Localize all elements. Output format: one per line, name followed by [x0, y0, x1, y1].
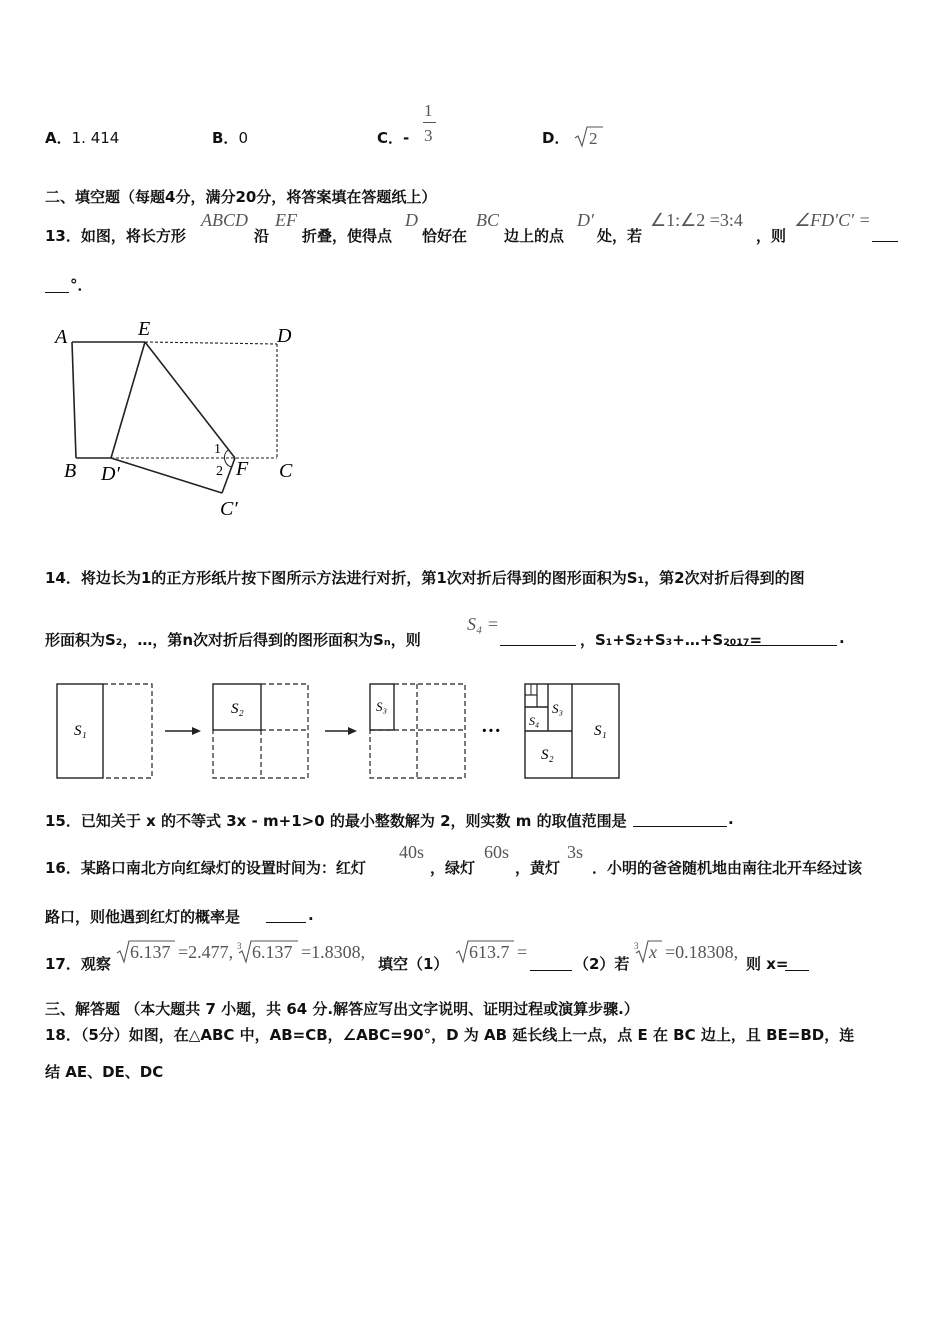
label-angle-1: 1 — [214, 442, 221, 457]
q17-text-2: 填空（1） — [378, 955, 449, 973]
final-s1-label: S₁ — [594, 723, 607, 739]
q17-text-1: 17．观察 — [45, 955, 111, 973]
label-a: A — [55, 326, 68, 348]
square-1 — [57, 684, 152, 778]
option-d-label: D． — [542, 129, 570, 147]
arrow-2 — [325, 727, 357, 735]
label-angle-2: 2 — [216, 464, 223, 479]
q17-result-1: =2.477, — [178, 942, 234, 962]
q17-radicand-1: 6.137 — [130, 942, 171, 962]
label-e: E — [138, 318, 151, 340]
label-b: B — [64, 460, 77, 482]
q13-fold-figure — [45, 315, 315, 525]
q17-text-3: （2）若 — [574, 955, 630, 973]
q16-text-1: 16．某路口南北方向红绿灯的设置时间为：红灯 — [45, 859, 366, 877]
q13-tail: °． — [70, 276, 93, 294]
final-square — [525, 684, 619, 778]
label-dprime: D′ — [101, 463, 120, 485]
q15-end: . — [728, 810, 734, 828]
q13-math-dprime: D′ — [577, 210, 594, 230]
q16-math-60s: 60s — [484, 842, 510, 862]
square-3 — [370, 684, 465, 778]
s3-label: S₃ — [376, 699, 388, 714]
q17-fill-1 — [454, 937, 534, 967]
q13-text-3: 折叠，使得点 — [302, 227, 393, 245]
q13-text-2: 沿 — [254, 227, 270, 245]
option-c-label: C．- — [377, 129, 410, 147]
s1-label: S₁ — [74, 723, 87, 739]
ellipsis: ··· — [481, 720, 502, 742]
q14-line-2b: ，S₁+S₂+S₃+…+S₂₀₁₇= — [580, 631, 763, 649]
q16-end: . — [308, 906, 314, 924]
q15-blank[interactable] — [633, 812, 727, 827]
q16-text-3: ，黄灯 — [515, 859, 561, 877]
q13-math-ef: EF — [275, 210, 297, 230]
q16-math-40s: 40s — [399, 842, 425, 862]
q17-equals: = — [517, 942, 528, 962]
q17-blank-2[interactable] — [785, 956, 809, 971]
q13-text-6: 处，若 — [597, 227, 643, 245]
q18-line-1: 18．（5分）如图，在△ABC 中，AB=CB，∠ABC=90°，D 为 AB 延长线上一点，点 E 在 BC 边上，且 BE=BD，连 — [45, 1026, 855, 1044]
q14-line-2a: 形面积为S₂，…，第n次对折后得到的图形面积为Sₙ，则 — [45, 631, 421, 649]
q13-math-d: D — [405, 210, 418, 230]
option-c-numerator: 1 — [424, 101, 433, 120]
q17-result-2: =1.8308, — [301, 942, 366, 962]
edge-ab — [72, 342, 76, 458]
label-cprime: C′ — [220, 498, 238, 520]
q14-math-s4: S₄ = — [467, 614, 499, 634]
s1-fold-dashed — [103, 684, 152, 778]
section-3-title: 三、解答题 （本大题共 7 小题，共 64 分.解答应写出文字说明、证明过程或演算步骤.） — [45, 1000, 639, 1018]
q17-radicand-4: x — [649, 942, 657, 962]
q13-text-5: 边上的点 — [504, 227, 565, 245]
q13-blank-b[interactable] — [45, 278, 69, 293]
q17-observations — [115, 937, 380, 967]
q16-line-2: 路口，则他遇到红灯的概率是 — [45, 908, 241, 926]
label-f: F — [236, 458, 249, 480]
q17-blank-1[interactable] — [530, 956, 572, 971]
square-2 — [213, 684, 308, 778]
q16-blank[interactable] — [266, 908, 306, 923]
q16-text-4: ．小明的爸爸随机地由南往北开车经过该 — [592, 859, 863, 877]
edge-ef — [145, 342, 235, 458]
q13-text-7: ，则 — [756, 227, 787, 245]
edge-ed-dashed — [145, 342, 277, 344]
q14-blank-s4[interactable] — [500, 631, 576, 646]
final-s2-label: S₂ — [541, 747, 554, 763]
q17-cube-index-1: 3 — [237, 941, 242, 951]
label-d: D — [277, 325, 292, 347]
option-c-denominator: 3 — [424, 126, 433, 145]
fraction-bar — [423, 122, 436, 123]
q14-blank-sum[interactable] — [727, 631, 837, 646]
option-a: A．1. 414 — [45, 129, 120, 147]
q15-text: 15．已知关于 x 的不等式 3x - m+1>0 的最小整数解为 2，则实数 m 的取值范围是 — [45, 812, 627, 830]
q16-text-2: ，绿灯 — [430, 859, 476, 877]
label-c: C — [279, 460, 293, 482]
q17-fill-2 — [632, 937, 747, 967]
arrow-1 — [165, 727, 201, 735]
q17-result-4: =0.18308, — [665, 942, 739, 962]
s2-label: S₂ — [231, 701, 244, 717]
q13-blank-a[interactable] — [872, 227, 898, 242]
q13-math-ratio: ∠1:∠2 =3:4 — [650, 210, 743, 230]
q17-radicand-3: 613.7 — [469, 942, 510, 962]
q16-math-3s: 3s — [567, 842, 584, 862]
edge-edp — [111, 342, 145, 458]
final-s4-label: S₄ — [529, 714, 540, 728]
q13-text-1: 13．如图，将长方形 — [45, 227, 186, 245]
q14-line-1: 14．将边长为1的正方形纸片按下图所示方法进行对折，第1次对折后得到的图形面积为S₁，第2次对折后得到的图 — [45, 569, 805, 587]
edge-cpf — [222, 458, 235, 493]
q14-folding-figure — [45, 675, 635, 790]
q13-math-bc: BC — [476, 210, 500, 230]
option-b: B．0 — [212, 129, 248, 147]
q13-math-angle: ∠FD′C′ = — [794, 210, 871, 230]
sqrt-icon — [574, 124, 604, 150]
q18-line-2: 结 AE、DE、DC — [45, 1063, 164, 1081]
option-d-radicand: 2 — [589, 129, 598, 148]
q17-text-4: 则 x= — [746, 955, 789, 973]
q17-radicand-2: 6.137 — [252, 942, 293, 962]
section-2-title: 二、填空题（每题4分，满分20分，将答案填在答题纸上） — [45, 188, 437, 206]
q13-text-4: 恰好在 — [422, 227, 468, 245]
edge-dpcp — [111, 458, 222, 493]
final-s3-label: S₃ — [552, 701, 564, 716]
q17-cube-index-2: 3 — [634, 941, 639, 951]
q14-line-2c: . — [839, 629, 845, 647]
q13-math-abcd: ABCD — [201, 210, 248, 230]
